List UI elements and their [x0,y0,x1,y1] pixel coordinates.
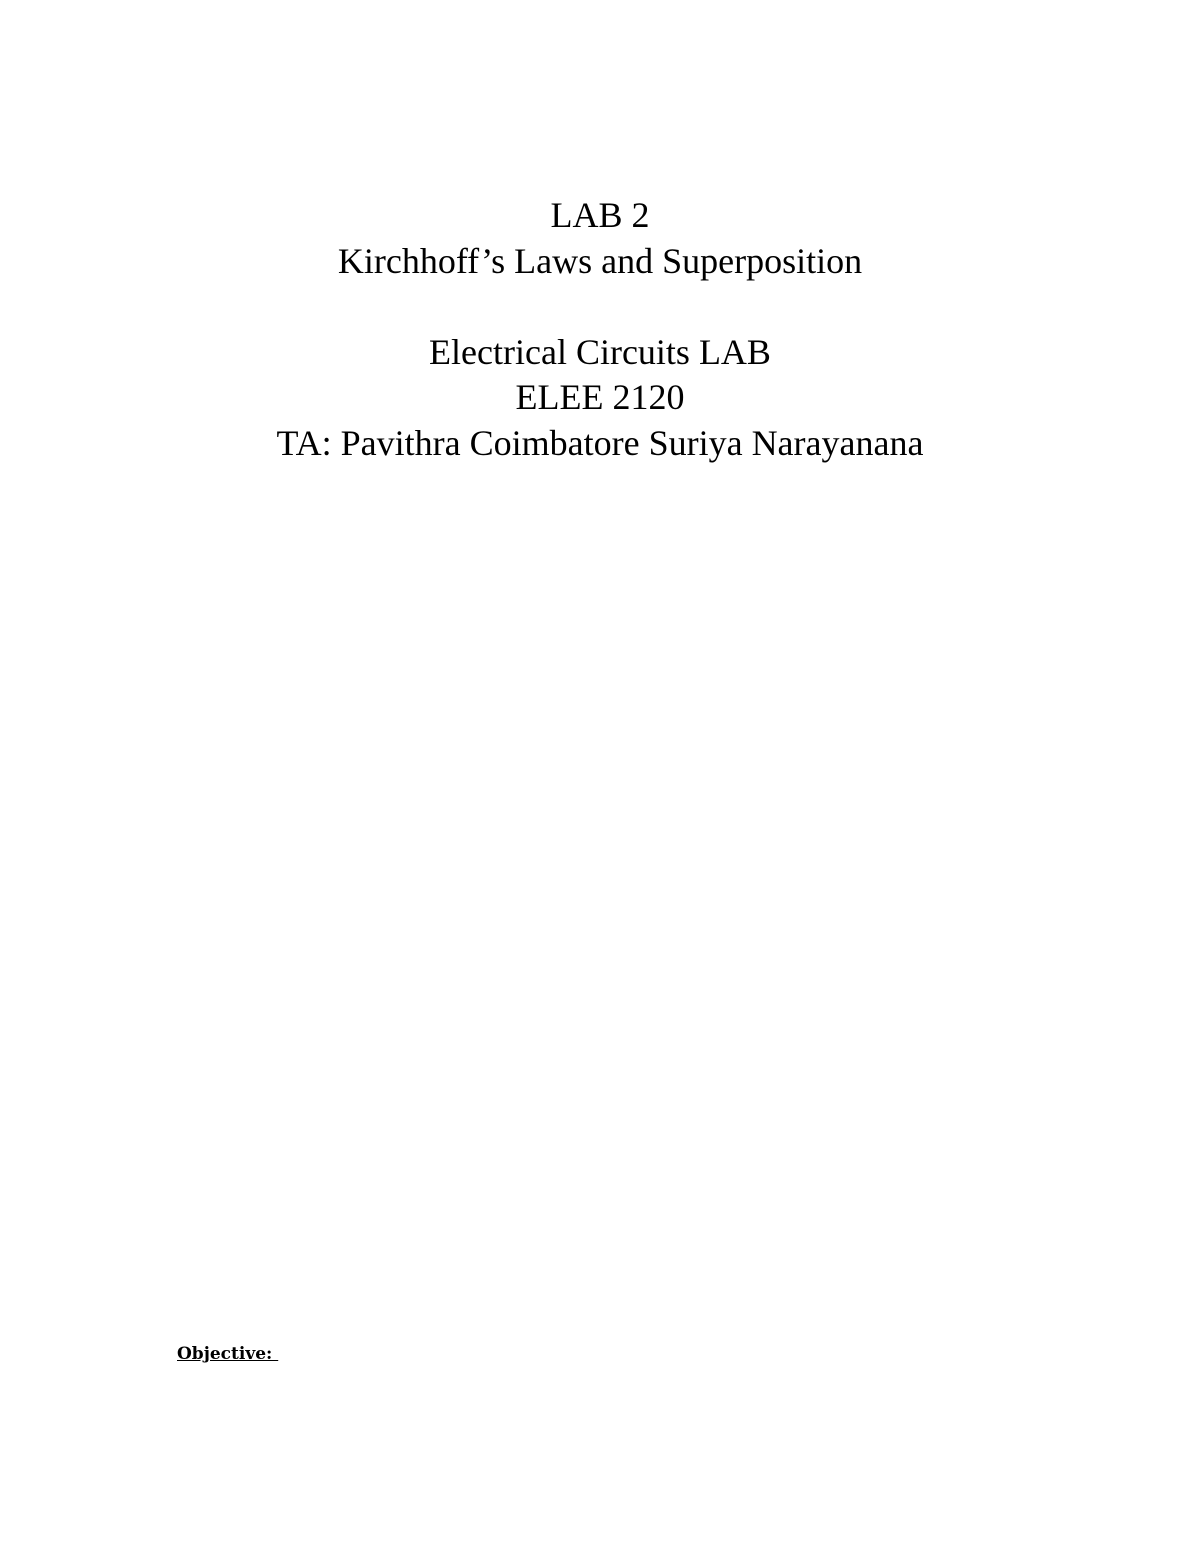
course-code: ELEE 2120 [515,377,685,417]
lab-number: LAB 2 [550,195,650,235]
ta-line: TA: Pavithra Coimbatore Suriya Narayanana [276,422,924,463]
lab-title: Kirchhoff’s Laws and Superposition [337,240,863,281]
title-block [0,193,1200,466]
objective-heading: Objective: [177,1344,279,1364]
title-spacer [0,284,1200,330]
course-name: Electrical Circuits LAB [429,331,771,372]
